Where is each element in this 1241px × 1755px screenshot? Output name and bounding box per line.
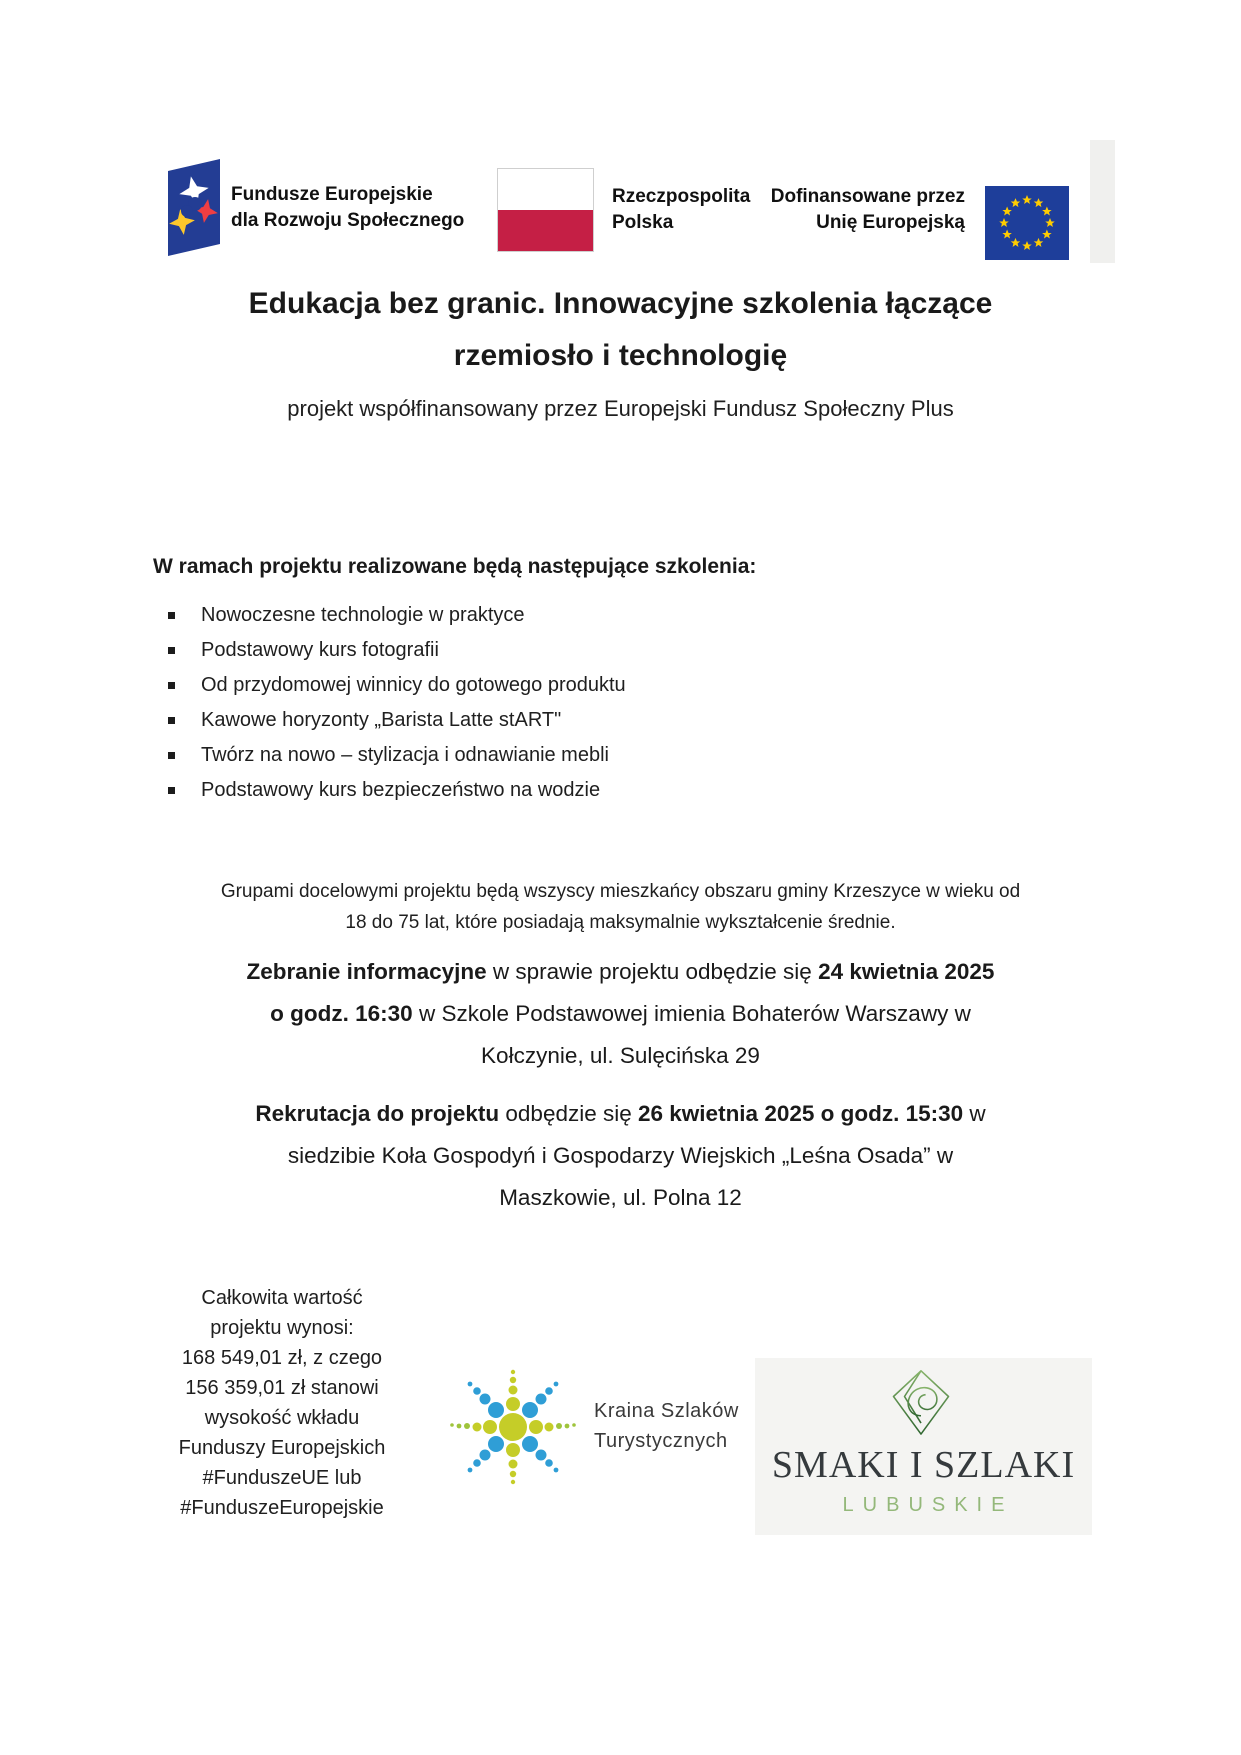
list-item <box>168 709 968 744</box>
smaki-logo-region: LUBUSKIE <box>842 1494 1014 1516</box>
info-meeting-time: o godz. 16:30 <box>270 1001 413 1026</box>
list-item-label: Twórz na nowo – stylizacja i odnawianie mebli <box>201 744 609 766</box>
eu-cofunded-label <box>770 184 965 236</box>
recruitment-bold: Rekrutacja do projektu <box>255 1101 500 1126</box>
recruitment-text: w <box>963 1101 986 1126</box>
bullet-square-icon <box>168 787 175 794</box>
recruitment-paragraph <box>0 1093 1241 1219</box>
funding-line: #FunduszeEuropejskie <box>180 1497 384 1519</box>
kraina-szlakow-label <box>594 1396 739 1456</box>
bullet-square-icon <box>168 647 175 654</box>
page-title-line2: rzemiosło i technologię <box>453 339 788 372</box>
page-subtitle: projekt współfinansowany przez Europejski Fundusz Społeczny Plus <box>287 396 954 421</box>
recruitment-address: Maszkowie, ul. Polna 12 <box>499 1185 742 1210</box>
poland-flag-red-stripe <box>498 210 593 251</box>
funding-line: Funduszy Europejskich <box>178 1437 386 1459</box>
info-meeting-text: w sprawie projektu odbędzie się <box>486 959 819 984</box>
info-meeting-paragraph <box>0 951 1241 1077</box>
funding-line: 168 549,01 zł, z czego <box>181 1347 383 1369</box>
recruitment-date: 26 kwietnia 2025 o godz. 15:30 <box>638 1101 964 1126</box>
trainings-list <box>168 604 968 814</box>
info-meeting-address: Kołczynie, ul. Sulęcińska 29 <box>481 1043 760 1068</box>
recruitment-venue: siedzibie Koła Gospodyń i Gospodarzy Wiejskich „Leśna Osada” w <box>287 1143 954 1168</box>
eu-cofunded-label-line2: Unię Europejską <box>816 212 965 233</box>
poland-label-line1: Rzeczpospolita <box>612 186 751 207</box>
funding-line: #FunduszeUE lub <box>202 1467 362 1489</box>
recruitment-line1 <box>0 1093 1241 1135</box>
list-item-label: Nowoczesne technologie w praktyce <box>201 604 525 626</box>
funding-line: Całkowita wartość <box>201 1287 363 1309</box>
info-meeting-line2 <box>0 993 1241 1035</box>
list-item-label: Od przydomowej winnicy do gotowego produktu <box>201 674 626 696</box>
info-meeting-bold: Zebranie informacyjne <box>246 959 487 984</box>
funding-value-block <box>132 1283 432 1523</box>
list-item-label: Kawowe horyzonty „Barista Latte stART" <box>201 709 562 731</box>
eu-cofunded-label-line1: Dofinansowane przez <box>770 186 965 207</box>
eu-flag-icon <box>985 186 1069 260</box>
info-meeting-line3 <box>0 1035 1241 1077</box>
kraina-label-line2: Turystycznych <box>594 1430 728 1452</box>
eu-funds-label-line1: Fundusze Europejskie <box>231 184 433 205</box>
info-meeting-line1 <box>0 951 1241 993</box>
scan-edge-artifact <box>1090 140 1115 263</box>
list-item <box>168 639 968 674</box>
list-item-label: Podstawowy kurs fotografii <box>201 639 439 661</box>
bullet-square-icon <box>168 717 175 724</box>
recruitment-text: odbędzie się <box>499 1101 639 1126</box>
target-group-line1: Grupami docelowymi projektu będą wszyscy mieszkańcy obszaru gminy Krzeszyce w wieku od <box>220 881 1021 902</box>
kraina-szlakow-starburst-icon <box>450 1369 578 1487</box>
funding-line: wysokość wkładu <box>204 1407 360 1429</box>
page-title <box>0 278 1241 382</box>
list-item <box>168 604 968 639</box>
poland-label-line2: Polska <box>612 212 674 233</box>
info-meeting-date: 24 kwietnia 2025 <box>818 959 995 984</box>
recruitment-line2 <box>0 1135 1241 1177</box>
list-item <box>168 674 968 709</box>
list-item <box>168 744 968 779</box>
bullet-square-icon <box>168 682 175 689</box>
list-item <box>168 779 968 814</box>
poland-logo-label <box>612 184 750 236</box>
bullet-square-icon <box>168 612 175 619</box>
funding-line: 156 359,01 zł stanowi <box>185 1377 379 1399</box>
bullet-square-icon <box>168 752 175 759</box>
eu-funds-logo-label <box>231 182 464 234</box>
eu-funds-flag-icon <box>168 159 220 256</box>
poland-flag-white-stripe <box>498 169 593 210</box>
trainings-heading: W ramach projektu realizowane będą następujące szkolenia: <box>153 555 757 578</box>
smaki-diamond-emblem-icon <box>888 1366 954 1438</box>
list-item-label: Podstawowy kurs bezpieczeństwo na wodzie <box>201 779 601 801</box>
poland-flag-icon <box>497 168 594 252</box>
info-meeting-text: w Szkole Podstawowej imienia Bohaterów Warszawy w <box>412 1001 971 1026</box>
target-group-line2: 18 do 75 lat, które posiadają maksymalnie wykształcenie średnie. <box>345 912 896 933</box>
funding-line: projektu wynosi: <box>210 1317 354 1339</box>
kraina-label-line1: Kraina Szlaków <box>594 1400 739 1422</box>
target-group-paragraph <box>0 876 1241 938</box>
eu-funds-label-line2: dla Rozwoju Społecznego <box>231 210 465 231</box>
page-title-line1: Edukacja bez granic. Innowacyjne szkolenia łączące <box>248 287 993 320</box>
recruitment-line3 <box>0 1177 1241 1219</box>
smaki-logo-name: SMAKI I SZLAKI <box>771 1444 1076 1486</box>
